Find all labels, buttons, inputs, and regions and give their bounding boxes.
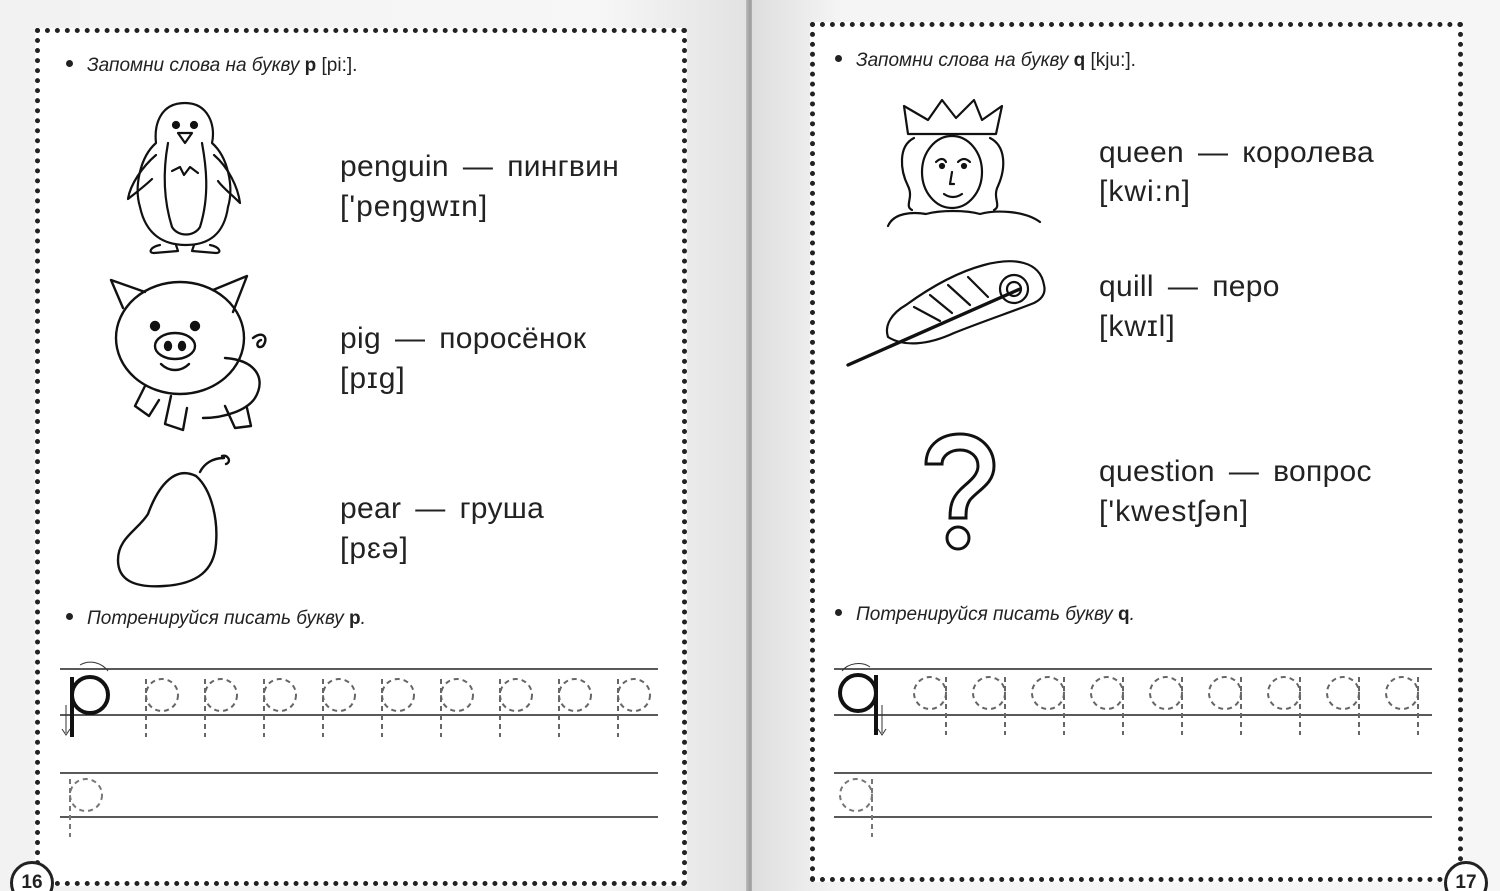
pig-icon (105, 268, 275, 443)
ipa-queen: [kwi:n] (1099, 175, 1192, 208)
ipa-penguin: ['peŋgwɪn] (340, 190, 489, 223)
right-page (752, 0, 1500, 891)
ipa-question: ['kwestʃən] (1099, 495, 1250, 528)
word-queen: queen — королева (1099, 136, 1374, 169)
left-page (0, 0, 748, 891)
ipa-quill: [kwɪl] (1099, 310, 1176, 343)
page-number-17: 17 (1444, 861, 1488, 891)
question-mark-icon (920, 430, 1000, 555)
word-pear: pear — груша (340, 492, 545, 525)
page-number-16: 16 (10, 861, 54, 891)
right-practice-instruction: Потренируйся писать букву q. (835, 604, 1135, 626)
quill-icon (844, 255, 1054, 370)
word-question: question — вопрос (1099, 455, 1372, 488)
word-quill: quill — перо (1099, 270, 1280, 303)
penguin-icon (120, 95, 250, 260)
word-pig: pig — поросёнок (340, 322, 587, 355)
ipa-pig: [pɪg] (340, 362, 406, 395)
pear-icon (112, 452, 237, 592)
left-instruction: Запомни слова на букву p [pi:]. (66, 55, 357, 77)
left-tracing-lines (60, 655, 660, 845)
bullet-icon (66, 60, 73, 67)
right-instruction: Запомни слова на букву q [kju:]. (835, 50, 1136, 72)
left-practice-instruction: Потренируйся писать букву p. (66, 608, 366, 630)
ipa-pear: [pɛə] (340, 532, 409, 565)
queen-icon (884, 98, 1054, 230)
word-penguin: penguin — пингвин (340, 150, 620, 183)
bullet-icon (835, 55, 842, 62)
bullet-icon (66, 613, 73, 620)
bullet-icon (835, 609, 842, 616)
right-tracing-lines (834, 655, 1434, 845)
